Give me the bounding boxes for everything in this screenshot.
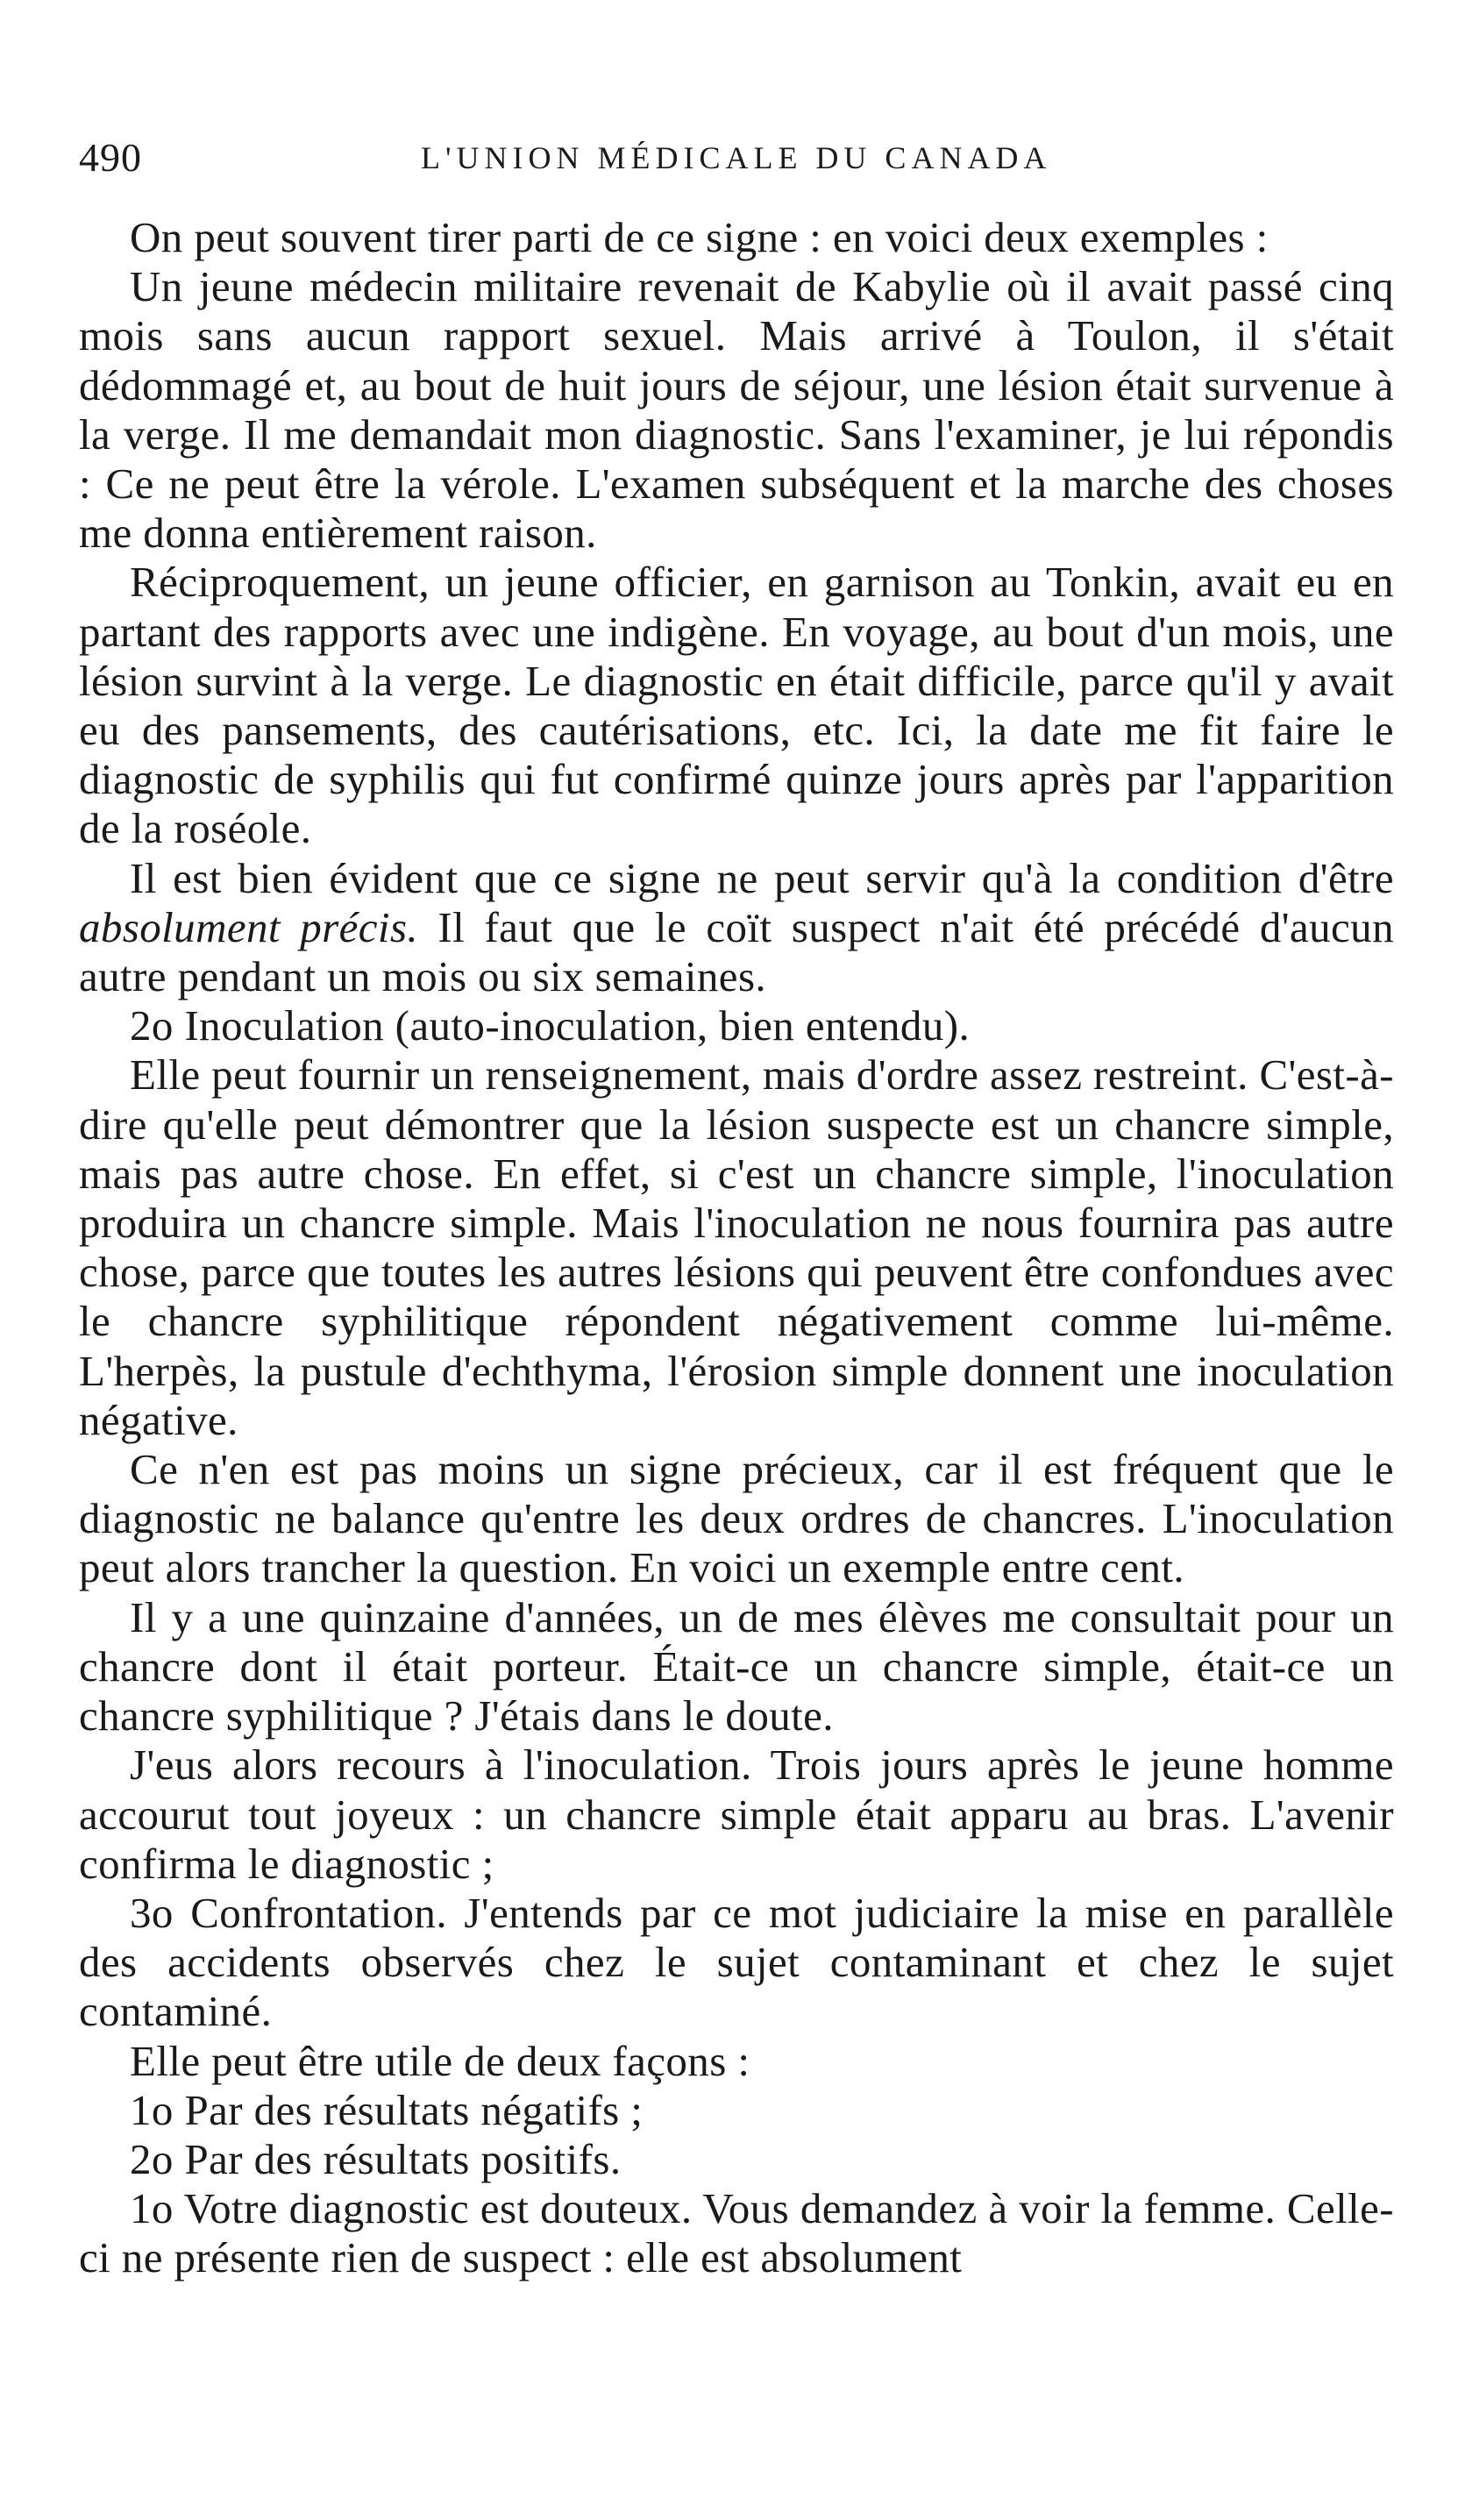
paragraph-deux-facons: Elle peut être utile de deux façons : [130, 2036, 750, 2085]
paragraph-inoculation-result: J'eus alors recours à l'inoculation. Trois jours après le jeune homme accourut tout joyeux : un chancre simple était apparu au bras. L'avenir confirma le diagnostic ; [79, 1741, 1394, 1888]
paragraph-condition [79, 854, 1394, 1002]
running-head [79, 132, 1394, 184]
emphasis-absolument-precis: absolument précis. [79, 902, 419, 951]
list-item-positifs: 2o Par des résultats positifs. [130, 2134, 622, 2183]
page-number: 490 [79, 135, 142, 180]
paragraph-inoculation-heading: 2o Inoculation (auto-inoculation, bien entendu). [130, 1001, 971, 1050]
paragraph-signe-precieux: Ce n'en est pas moins un signe précieux, car il est fréquent que le diagnostic ne balance qu'entre les deux ordres de chancres. L'inoculation peut alors trancher la question. En voici un exemple entre cent. [79, 1445, 1394, 1592]
paragraph-condition-end: Il faut que le coït suspect n'ait été précédé d'aucun autre pendant un mois ou six semaines. [79, 902, 1394, 1001]
paragraph-inoculation-details: Elle peut fournir un renseignement, mais d'ordre assez restreint. C'est-à-dire qu'elle peut démontrer que la lésion suspecte est un chancre simple, mais pas autre chose. En effet, si c'est un chancre simple, l'inoculation produira un chancre simple. Mais l'inoculation ne nous fournira pas autre chose, parce que toutes les autres lésions qui peuvent être confondues avec le chancre syphilitique répondent négativement comme lui-même. L'herpès, la pustule d'echthyma, l'érosion simple donnent une inoculation négative. [79, 1050, 1394, 1444]
paragraph-eleve-example: Il y a une quinzaine d'années, un de mes élèves me consultait pour un chancre dont il était porteur. Était-ce un chancre simple, était-ce un chancre syphilitique ? J'étais dans le doute. [79, 1592, 1394, 1741]
body-text [79, 213, 1394, 2283]
journal-title: L'UNION MÉDICALE DU CANADA [421, 140, 1052, 175]
list-item-negatifs: 1o Par des résultats négatifs ; [130, 2085, 644, 2134]
paragraph-confrontation: 3o Confrontation. J'entends par ce mot judiciaire la mise en parallèle des accidents observés chez le sujet contaminant et chez le sujet contaminé. [79, 1888, 1394, 2036]
paragraph-example-kabylie: Un jeune médecin militaire revenait de Kabylie où il avait passé cinq mois sans aucun rapport sexuel. Mais arrivé à Toulon, il s'était dédommagé et, au bout de huit jours de séjour, une lésion était survenue à la verge. Il me demandait mon diagnostic. Sans l'examiner, je lui répondis : Ce ne peut être la vérole. L'examen subséquent et la marche des choses me donna entièrement raison. [79, 262, 1394, 558]
paragraph-example-tonkin: Réciproquement, un jeune officier, en garnison au Tonkin, avait eu en partant des rapports avec une indigène. En voyage, au bout d'un mois, une lésion survint à la verge. Le diagnostic en était difficile, parce qu'il y avait eu des pansements, des cautérisations, etc. Ici, la date me fit faire le diagnostic de syphilis qui fut confirmé quinze jours après par l'apparition de la roséole. [79, 558, 1394, 853]
paragraph-condition-start: Il est bien évident que ce signe ne peut servir qu'à la condition d'être [130, 853, 1394, 902]
paragraph-intro: On peut souvent tirer parti de ce signe : en voici deux exemples : [130, 213, 1269, 261]
paragraph-diagnostic-douteux: 1o Votre diagnostic est douteux. Vous demandez à voir la femme. Celle-ci ne présente rien de suspect : elle est absolument [79, 2184, 1394, 2282]
